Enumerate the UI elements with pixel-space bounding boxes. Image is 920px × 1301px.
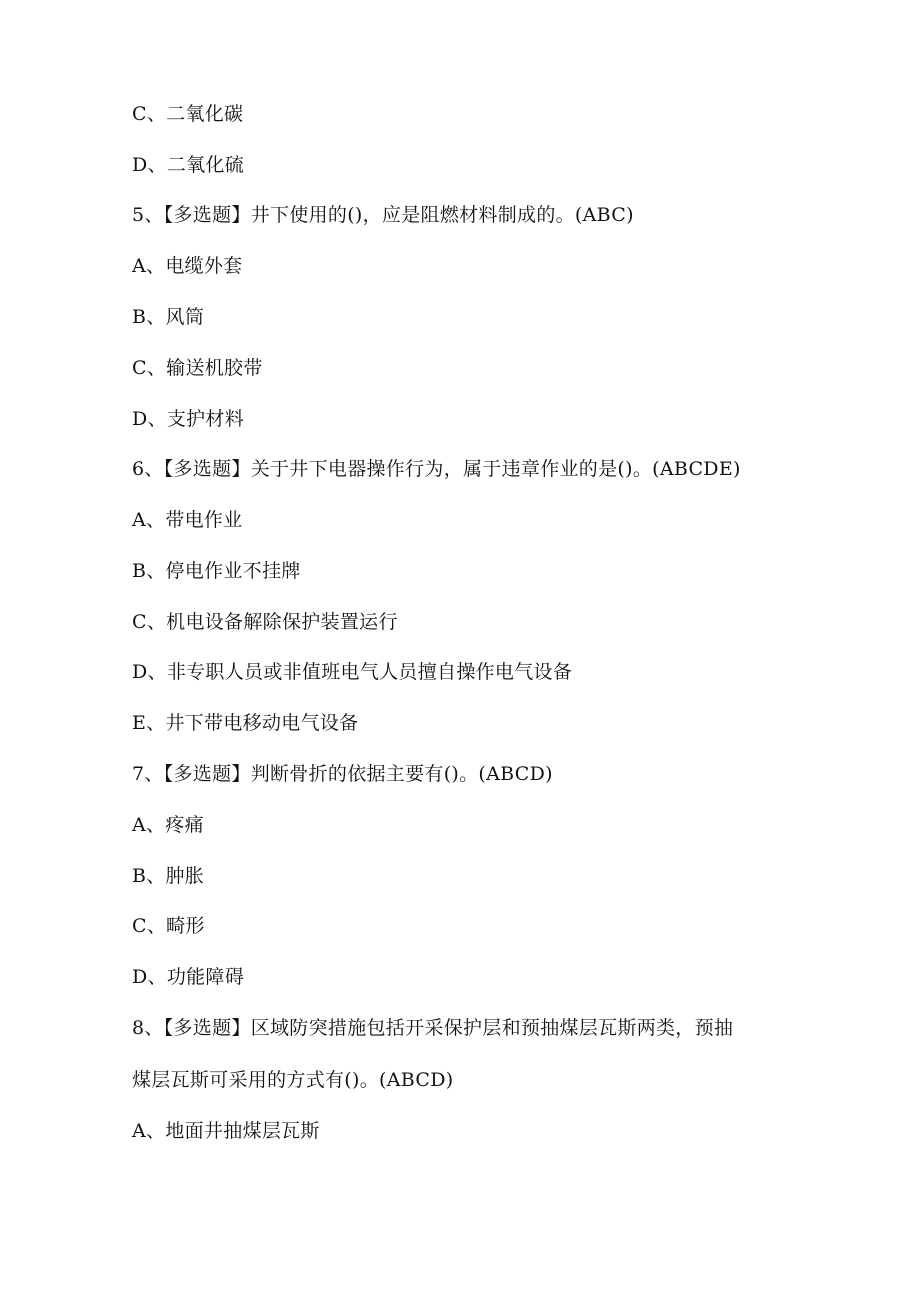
option-a-q5: A、电缆外套	[132, 255, 243, 277]
question-8-line-2: 煤层瓦斯可采用的方式有()。(ABCD)	[132, 1069, 454, 1091]
option-e-q6: E、井下带电移动电气设备	[132, 712, 359, 734]
option-d-q4: D、二氧化硫	[132, 154, 245, 176]
option-a-q8: A、地面井抽煤层瓦斯	[132, 1120, 320, 1142]
option-a-q6: A、带电作业	[132, 509, 243, 531]
question-6: 6、【多选题】关于井下电器操作行为，属于违章作业的是()。(ABCDE)	[132, 458, 741, 480]
question-7: 7、【多选题】判断骨折的依据主要有()。(ABCD)	[132, 763, 553, 785]
option-d-q7: D、功能障碍	[132, 966, 245, 988]
option-d-q6: D、非专职人员或非值班电气人员擅自操作电气设备	[132, 661, 573, 683]
option-c-q7: C、畸形	[132, 915, 205, 937]
option-c-q4: C、二氧化碳	[132, 103, 244, 125]
option-c-q6: C、机电设备解除保护装置运行	[132, 611, 398, 633]
question-8-line-1: 8、【多选题】区域防突措施包括开采保护层和预抽煤层瓦斯两类，预抽	[132, 1017, 734, 1039]
option-b-q7: B、肿胀	[132, 865, 205, 887]
option-a-q7: A、疼痛	[132, 814, 204, 836]
question-5: 5、【多选题】井下使用的()，应是阻燃材料制成的。(ABC)	[132, 204, 634, 226]
option-d-q5: D、支护材料	[132, 408, 245, 430]
option-c-q5: C、输送机胶带	[132, 357, 263, 379]
option-b-q5: B、风筒	[132, 306, 205, 328]
option-b-q6: B、停电作业不挂牌	[132, 560, 301, 582]
